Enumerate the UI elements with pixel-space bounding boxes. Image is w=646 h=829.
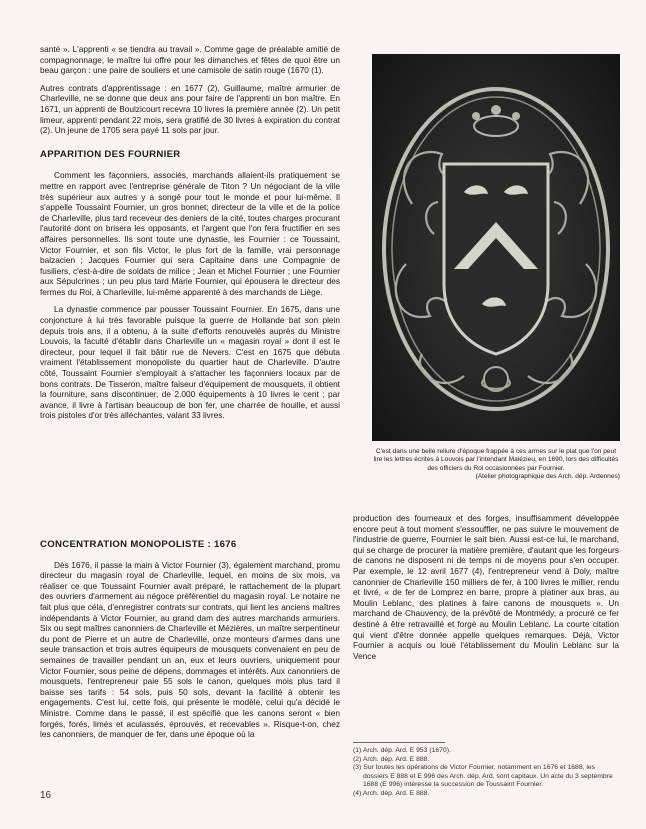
monopoly-paragraph-2: production des fourneaux et des forges, insuffisamment développée encore peut à tout moment s'essouffler, ne pas suivre le mouvement de l'industrie de guerre, Fournier le sait bien. Aussi est-ce lui, le marchand, qui se charge de procurer la matière première, d'autant que les forgeurs de canons ne disposent ni de temps ni de moyens pour s'en occuper. Par exemple, le 12 avril 1677 (4), l'entrepreneur vend à Doly, maître canonnier de Charleville 150 milliers de fer, à 100 livres le millier, rendu et livré, « de fer de Lomprez en barre, propre à platiner aux bras, au Moulin Leblanc, des platines à faire canons de mousquets ». Un marchand de Chauvency, de la prévôté de Montmédy, a procuré ce fer destiné à être retravaillé et forgé au Moulin Leblanc. La courte citation qui vient d'être donnée appelle quelques remarques. Déjà, Victor Fournier a acquis ou loué l'établissement du Moulin Leblanc sur la Vence [353, 513, 619, 661]
caption-credit: (Atelier photographique des Arch. dép. Ardennes) [475, 473, 620, 481]
intro-paragraph-2: Autres contrats d'apprentissage : en 1677 (2), Guillaume, maître armurier de Charleville, ne se donne que deux ans pour faire de l'apprenti un bon maître. En 1671, un apprenti de Boulzicourt recevra 10 livres la première année (2). Un petit limeur, apprenti pendant 22 mois, sera gratifié de 30 livres à expiration du contrat (2). Un jeune de 1705 sera payé 11 sols par jour. [40, 82, 340, 136]
figure-caption [372, 448, 620, 482]
footnote-4: (4) Arch. dép. Ard. E 888. [353, 789, 430, 797]
footnote-2: (2) Arch. dép. Ard. E 888. [353, 755, 430, 763]
page-number: 16 [40, 790, 52, 801]
footnotes [353, 747, 619, 798]
footnote-1: (1) Arch. dép. Ard. E 953 (1670). [353, 747, 451, 754]
left-column-bottom [40, 540, 340, 740]
monopoly-paragraph-1: Dès 1676, il passe la main à Victor Fournier (3), également marchand, promu directeur du magasin royal de Charleville, lequel, en moins de six mois, va réaliser ce que Toussaint Fournier avait préparé, le rattachement de la plupart des ouvriers d'armement au négoce préférentiel du magasin royal. Le notaire ne fait plus que céla, d'enregistrer contrats sur contrats, qui lient les anciens maîtres indépendants à Victor Fournier, au grand dam des autres marchands armuriers. Six ou sept maîtres canonniers de Charleville et Mézières, un maître serpentineur du pont de Pierre et un autre de Charleville, onze monteurs d'armes dans une seule transaction et trois autres équipeurs de mousquets convenaient en peu de semaines de travailler pendant un an, eux et leurs ouvriers, uniquement pour Victor Fournier, sous peine de dépens, dommages et intérêts. Aux canonniers de mousquets, l'entrepreneur paie 55 sols le canon, quelques mois plus tard il baisse ses tarifs : 54 sols, puis 50 sols, devant la facilité à obtenir les engagements. C'est lui, cette fois, qui présente le modèle, celui qu'a décidé le Ministre. Comme dans le passé, il est spécifié que les canons seront « bien forgés, forés, limés et aculassés, éprouvés, et recevables ». Risque-t-on, chez les canonniers, de manquer de fer, dans une époque où la [40, 559, 340, 740]
caption-text: C'est dans une belle reliure d'époque frappée à ces armes sur le plat que l'on peut lire les lettres écrites à Louvois par l'intendant Malézieu, en 1690, lors des difficultés des officiers du Roi occasionnées par Fournier. [373, 448, 619, 472]
footnote-rule [353, 742, 445, 743]
fournier-paragraph-2: La dynastie commence par pousser Toussaint Fournier. En 1675, dans une conjoncture à lui très favorable puisque la guerre de Hollande bat son plein depuis trois ans, il a obtenu, à la suite d'efforts renouvelés auprès du Ministre Louvois, la faculté d'établir dans Charleville un « magasin royal » dont il est le directeur, pour lequel il fait bâtir rue de Nevers. C'est en 1675 que débuta vraiment l'établissement monopoliste du quartier haut de Charleville. D'autre côté, Toussaint Fournier s'employait à s'attacher les façonniers locaux par de bons contrats. De Tisseron, maître faiseur d'équipement de mousquets, il obtient la fourniture, sans discontinuer, de 2.000 équipements à 10 livres le cent ; par avance, il livre à l'artisan beaucoup de bon fer, une charrée de houille, et aussi trois pistoles d'or très alléchantes, valant 33 livres. [40, 304, 340, 421]
section-heading-fournier: APPARITION DES FOURNIER [40, 148, 181, 160]
left-column-top [40, 44, 340, 421]
intro-paragraph-1: santé ». L'apprenti « se tiendra au travail ». Comme gage de préalable amitié de compagnonnage, le maître lui offre pour les dimanches et fêtes de quoi être un beau garçon : une paire de souliers et une camisole de satin rouge (1670 (1). [40, 44, 340, 76]
footnote-3: (3) Sur toutes les opérations de Victor Fournier, notamment en 1676 et 1688, les dossiers E 888 et E 996 des Arch. dép. Ard. sont capitaux. Un acte du 3 septembre 1688 (E 996) intéresse la succession de Toussaint Fournier. [353, 764, 613, 788]
coat-of-arms-image [372, 54, 620, 441]
section-heading-monopoly: CONCENTRATION MONOPOLISTE : 1676 [40, 539, 237, 550]
right-column-bottom [353, 513, 619, 661]
coat-of-arms-photo [372, 54, 620, 441]
fournier-paragraph-1: Comment les façonniers, associés, marchands allaient-ils pratiquement se mettre en rapport avec l'entreprise générale de Titon ? Un négociant de la ville très supérieur aux autres y a songé pour tout le monde et pour lui-même. Il s'appelle Toussaint Fournier, un gros bonnet; directeur de la ville et de la police de Charleville, plus tard receveur des deniers de la cité, toutes charges procurant l'autorité dont on brisera les opposants, et l'argent que l'on fera fructifier en ses affaires personnelles. Ils sont toute une dynastie, les Fournier : ce Toussaint, Victor Fournier, et son fils Victor, le plus fort de la famille, vrai personnage balzacien ; Jacques Fournier qui sera Capitaine dans une Compagnie de fusiliers, c'est-à-dire de soldats de milice ; Jean et Michel Fournier ; une Fournier aux Sépulcrines ; un peu plus tard Marie Fournier, qui épousera le directeur des fermes du Roi, à Charleville, lui-même apparenté à des marchands de Liège. [40, 170, 340, 297]
